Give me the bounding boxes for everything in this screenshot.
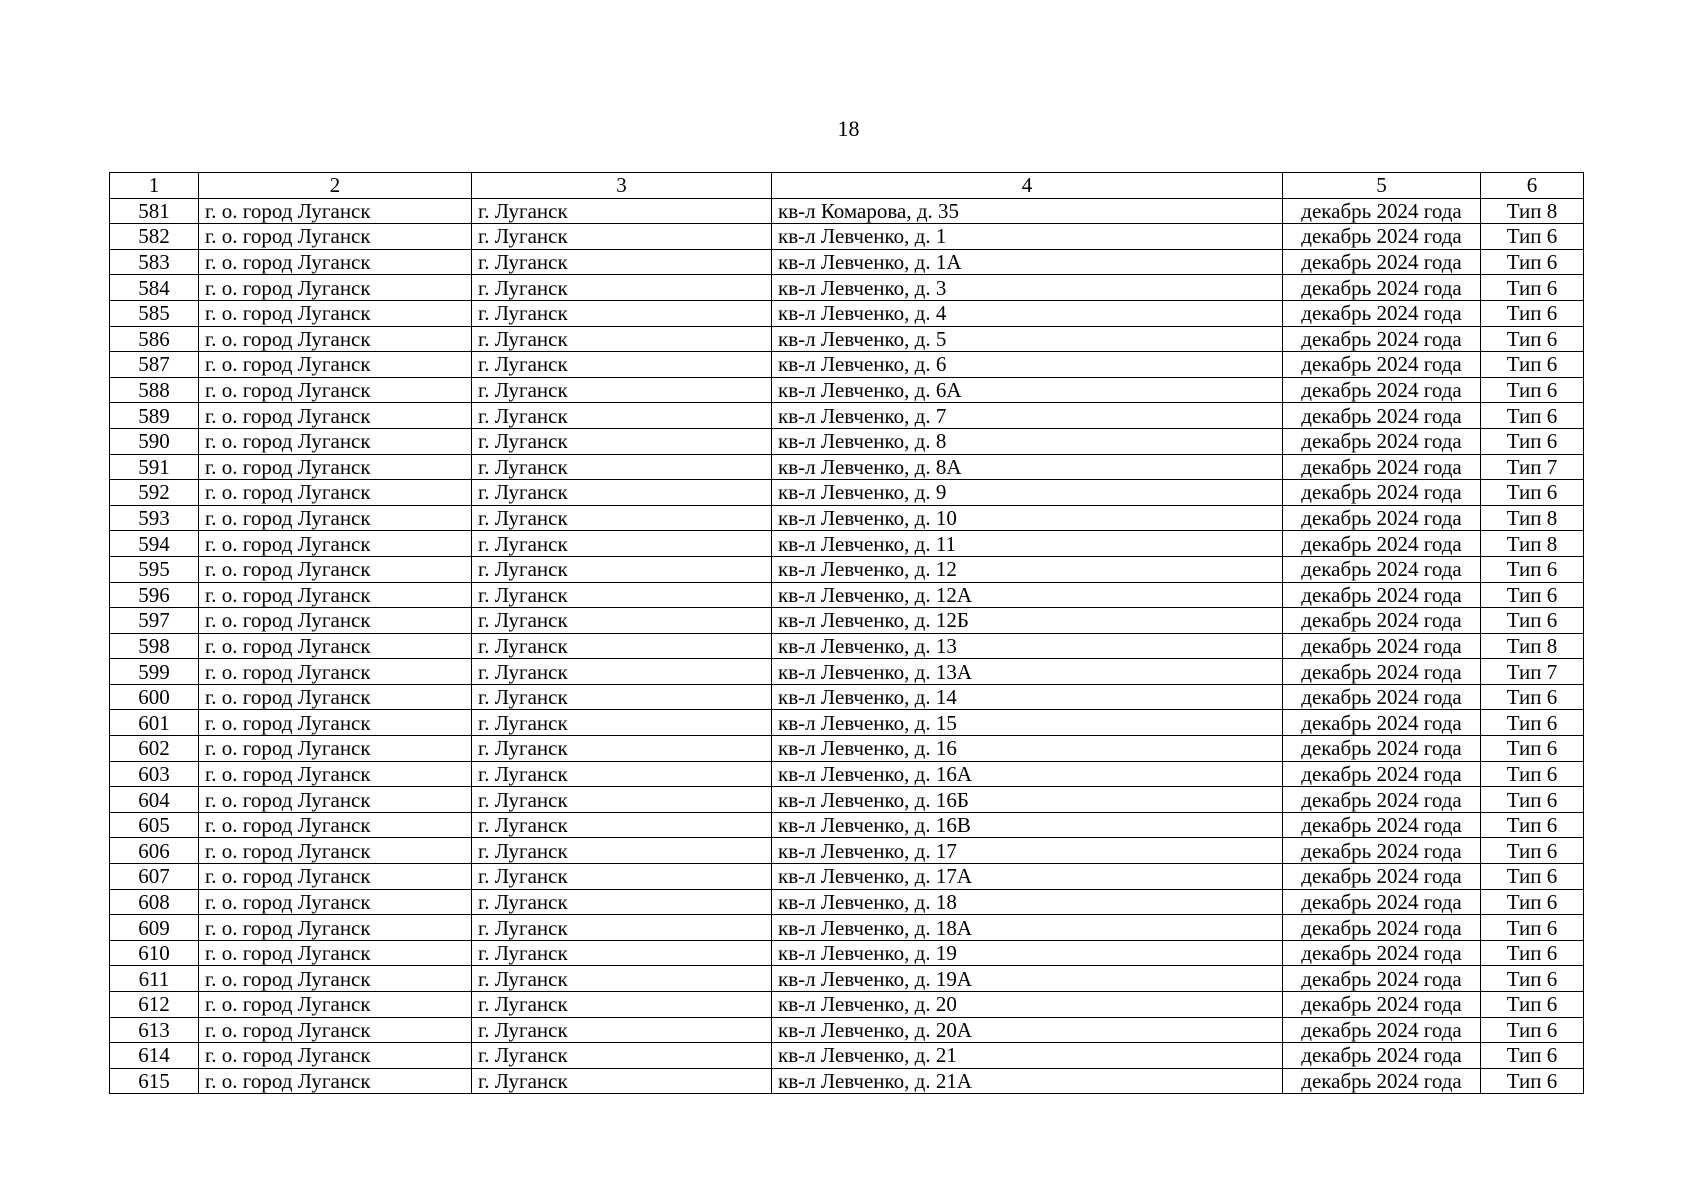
column-header-1: 1 (110, 173, 199, 199)
cell-locality: г. Луганск (472, 531, 772, 557)
cell-row-number: 585 (110, 300, 199, 326)
cell-address: кв-л Левченко, д. 13 (772, 633, 1283, 659)
cell-deadline: декабрь 2024 года (1283, 326, 1481, 352)
table-row (110, 198, 1584, 224)
cell-address: кв-л Левченко, д. 7 (772, 403, 1283, 429)
cell-address: кв-л Левченко, д. 15 (772, 710, 1283, 736)
table-row (110, 505, 1584, 531)
cell-locality: г. Луганск (472, 582, 772, 608)
cell-type: Тип 6 (1481, 1043, 1584, 1069)
cell-deadline: декабрь 2024 года (1283, 966, 1481, 992)
cell-row-number: 611 (110, 966, 199, 992)
cell-row-number: 590 (110, 428, 199, 454)
cell-type: Тип 6 (1481, 812, 1584, 838)
cell-deadline: декабрь 2024 года (1283, 684, 1481, 710)
cell-type: Тип 8 (1481, 198, 1584, 224)
cell-locality: г. Луганск (472, 1043, 772, 1069)
cell-locality: г. Луганск (472, 300, 772, 326)
cell-deadline: декабрь 2024 года (1283, 736, 1481, 762)
cell-address: кв-л Левченко, д. 16 (772, 736, 1283, 762)
cell-deadline: декабрь 2024 года (1283, 249, 1481, 275)
cell-locality: г. Луганск (472, 864, 772, 890)
cell-municipality: г. о. город Луганск (199, 940, 472, 966)
table-row (110, 556, 1584, 582)
cell-type: Тип 6 (1481, 352, 1584, 378)
column-header-5: 5 (1283, 173, 1481, 199)
cell-locality: г. Луганск (472, 403, 772, 429)
table-row (110, 992, 1584, 1018)
cell-locality: г. Луганск (472, 787, 772, 813)
table-row (110, 710, 1584, 736)
cell-municipality: г. о. город Луганск (199, 710, 472, 736)
cell-address: кв-л Левченко, д. 10 (772, 505, 1283, 531)
cell-row-number: 584 (110, 275, 199, 301)
cell-municipality: г. о. город Луганск (199, 249, 472, 275)
cell-deadline: декабрь 2024 года (1283, 556, 1481, 582)
cell-address: кв-л Левченко, д. 19А (772, 966, 1283, 992)
cell-deadline: декабрь 2024 года (1283, 889, 1481, 915)
cell-type: Тип 7 (1481, 454, 1584, 480)
cell-locality: г. Луганск (472, 889, 772, 915)
cell-type: Тип 6 (1481, 940, 1584, 966)
cell-row-number: 588 (110, 377, 199, 403)
cell-deadline: декабрь 2024 года (1283, 659, 1481, 685)
cell-deadline: декабрь 2024 года (1283, 300, 1481, 326)
cell-type: Тип 8 (1481, 505, 1584, 531)
cell-municipality: г. о. город Луганск (199, 992, 472, 1018)
cell-type: Тип 7 (1481, 659, 1584, 685)
cell-deadline: декабрь 2024 года (1283, 454, 1481, 480)
cell-locality: г. Луганск (472, 940, 772, 966)
cell-deadline: декабрь 2024 года (1283, 1043, 1481, 1069)
cell-deadline: декабрь 2024 года (1283, 633, 1481, 659)
table-row (110, 864, 1584, 890)
cell-address: кв-л Комарова, д. 35 (772, 198, 1283, 224)
cell-municipality: г. о. город Луганск (199, 480, 472, 506)
cell-address: кв-л Левченко, д. 12А (772, 582, 1283, 608)
cell-locality: г. Луганск (472, 480, 772, 506)
cell-row-number: 586 (110, 326, 199, 352)
cell-municipality: г. о. город Луганск (199, 659, 472, 685)
cell-type: Тип 6 (1481, 275, 1584, 301)
cell-address: кв-л Левченко, д. 17 (772, 838, 1283, 864)
cell-municipality: г. о. город Луганск (199, 403, 472, 429)
cell-address: кв-л Левченко, д. 6А (772, 377, 1283, 403)
cell-type: Тип 6 (1481, 838, 1584, 864)
cell-address: кв-л Левченко, д. 12 (772, 556, 1283, 582)
table-row (110, 787, 1584, 813)
table-row (110, 582, 1584, 608)
cell-municipality: г. о. город Луганск (199, 608, 472, 634)
table-row (110, 838, 1584, 864)
cell-municipality: г. о. город Луганск (199, 198, 472, 224)
cell-deadline: декабрь 2024 года (1283, 812, 1481, 838)
cell-row-number: 612 (110, 992, 199, 1018)
cell-locality: г. Луганск (472, 608, 772, 634)
cell-row-number: 592 (110, 480, 199, 506)
cell-row-number: 607 (110, 864, 199, 890)
cell-deadline: декабрь 2024 года (1283, 582, 1481, 608)
cell-deadline: декабрь 2024 года (1283, 787, 1481, 813)
cell-deadline: декабрь 2024 года (1283, 992, 1481, 1018)
cell-address: кв-л Левченко, д. 14 (772, 684, 1283, 710)
cell-locality: г. Луганск (472, 352, 772, 378)
cell-locality: г. Луганск (472, 992, 772, 1018)
table-row (110, 761, 1584, 787)
table-row (110, 352, 1584, 378)
table-row (110, 633, 1584, 659)
cell-type: Тип 6 (1481, 608, 1584, 634)
cell-address: кв-л Левченко, д. 17А (772, 864, 1283, 890)
column-header-3: 3 (472, 173, 772, 199)
cell-deadline: декабрь 2024 года (1283, 275, 1481, 301)
cell-municipality: г. о. город Луганск (199, 326, 472, 352)
cell-locality: г. Луганск (472, 838, 772, 864)
table-row (110, 224, 1584, 250)
cell-deadline: декабрь 2024 года (1283, 531, 1481, 557)
cell-locality: г. Луганск (472, 377, 772, 403)
cell-deadline: декабрь 2024 года (1283, 505, 1481, 531)
cell-locality: г. Луганск (472, 633, 772, 659)
cell-row-number: 615 (110, 1068, 199, 1094)
cell-address: кв-л Левченко, д. 6 (772, 352, 1283, 378)
cell-locality: г. Луганск (472, 915, 772, 941)
cell-row-number: 594 (110, 531, 199, 557)
cell-deadline: декабрь 2024 года (1283, 1017, 1481, 1043)
cell-municipality: г. о. город Луганск (199, 889, 472, 915)
cell-type: Тип 6 (1481, 582, 1584, 608)
cell-deadline: декабрь 2024 года (1283, 352, 1481, 378)
cell-locality: г. Луганск (472, 710, 772, 736)
cell-municipality: г. о. город Луганск (199, 505, 472, 531)
cell-municipality: г. о. город Луганск (199, 352, 472, 378)
table-row (110, 608, 1584, 634)
cell-address: кв-л Левченко, д. 19 (772, 940, 1283, 966)
cell-row-number: 600 (110, 684, 199, 710)
cell-row-number: 610 (110, 940, 199, 966)
cell-municipality: г. о. город Луганск (199, 377, 472, 403)
cell-deadline: декабрь 2024 года (1283, 428, 1481, 454)
cell-type: Тип 6 (1481, 224, 1584, 250)
cell-address: кв-л Левченко, д. 16А (772, 761, 1283, 787)
cell-row-number: 591 (110, 454, 199, 480)
cell-deadline: декабрь 2024 года (1283, 864, 1481, 890)
cell-type: Тип 6 (1481, 889, 1584, 915)
table-row (110, 1043, 1584, 1069)
cell-address: кв-л Левченко, д. 20 (772, 992, 1283, 1018)
cell-municipality: г. о. город Луганск (199, 1068, 472, 1094)
table-row (110, 684, 1584, 710)
cell-locality: г. Луганск (472, 326, 772, 352)
table-row (110, 326, 1584, 352)
cell-row-number: 593 (110, 505, 199, 531)
table-row (110, 249, 1584, 275)
cell-row-number: 608 (110, 889, 199, 915)
cell-row-number: 599 (110, 659, 199, 685)
cell-type: Тип 6 (1481, 736, 1584, 762)
cell-locality: г. Луганск (472, 1068, 772, 1094)
cell-type: Тип 6 (1481, 915, 1584, 941)
cell-type: Тип 6 (1481, 710, 1584, 736)
cell-locality: г. Луганск (472, 556, 772, 582)
table-row (110, 454, 1584, 480)
cell-type: Тип 6 (1481, 1017, 1584, 1043)
cell-address: кв-л Левченко, д. 13А (772, 659, 1283, 685)
cell-municipality: г. о. город Луганск (199, 966, 472, 992)
page-number: 18 (837, 116, 860, 141)
cell-locality: г. Луганск (472, 736, 772, 762)
cell-locality: г. Луганск (472, 249, 772, 275)
cell-municipality: г. о. город Луганск (199, 224, 472, 250)
cell-municipality: г. о. город Луганск (199, 761, 472, 787)
cell-municipality: г. о. город Луганск (199, 454, 472, 480)
column-header-4: 4 (772, 173, 1283, 199)
table-row (110, 428, 1584, 454)
table-row (110, 889, 1584, 915)
cell-row-number: 603 (110, 761, 199, 787)
cell-deadline: декабрь 2024 года (1283, 940, 1481, 966)
cell-type: Тип 6 (1481, 403, 1584, 429)
cell-row-number: 596 (110, 582, 199, 608)
cell-address: кв-л Левченко, д. 8А (772, 454, 1283, 480)
cell-locality: г. Луганск (472, 761, 772, 787)
cell-locality: г. Луганск (472, 812, 772, 838)
cell-type: Тип 6 (1481, 326, 1584, 352)
header-row (110, 173, 1584, 199)
cell-row-number: 587 (110, 352, 199, 378)
cell-locality: г. Луганск (472, 505, 772, 531)
cell-address: кв-л Левченко, д. 8 (772, 428, 1283, 454)
cell-type: Тип 6 (1481, 556, 1584, 582)
table-row (110, 403, 1584, 429)
cell-type: Тип 6 (1481, 966, 1584, 992)
cell-address: кв-л Левченко, д. 20А (772, 1017, 1283, 1043)
cell-municipality: г. о. город Луганск (199, 633, 472, 659)
table-row (110, 966, 1584, 992)
cell-municipality: г. о. город Луганск (199, 684, 472, 710)
table-row (110, 812, 1584, 838)
table-row (110, 1068, 1584, 1094)
cell-locality: г. Луганск (472, 454, 772, 480)
cell-municipality: г. о. город Луганск (199, 300, 472, 326)
cell-address: кв-л Левченко, д. 5 (772, 326, 1283, 352)
cell-row-number: 604 (110, 787, 199, 813)
cell-row-number: 589 (110, 403, 199, 429)
cell-type: Тип 6 (1481, 428, 1584, 454)
table-row (110, 915, 1584, 941)
registry-table (109, 172, 1584, 1094)
cell-locality: г. Луганск (472, 428, 772, 454)
cell-municipality: г. о. город Луганск (199, 812, 472, 838)
cell-row-number: 609 (110, 915, 199, 941)
cell-municipality: г. о. город Луганск (199, 838, 472, 864)
cell-type: Тип 8 (1481, 531, 1584, 557)
cell-row-number: 614 (110, 1043, 199, 1069)
cell-address: кв-л Левченко, д. 18А (772, 915, 1283, 941)
cell-address: кв-л Левченко, д. 12Б (772, 608, 1283, 634)
cell-locality: г. Луганск (472, 659, 772, 685)
cell-address: кв-л Левченко, д. 3 (772, 275, 1283, 301)
cell-municipality: г. о. город Луганск (199, 915, 472, 941)
column-header-2: 2 (199, 173, 472, 199)
cell-row-number: 597 (110, 608, 199, 634)
table-row (110, 659, 1584, 685)
cell-municipality: г. о. город Луганск (199, 275, 472, 301)
cell-address: кв-л Левченко, д. 4 (772, 300, 1283, 326)
cell-type: Тип 6 (1481, 992, 1584, 1018)
cell-row-number: 598 (110, 633, 199, 659)
cell-address: кв-л Левченко, д. 21 (772, 1043, 1283, 1069)
cell-locality: г. Луганск (472, 684, 772, 710)
cell-type: Тип 6 (1481, 377, 1584, 403)
table-row (110, 736, 1584, 762)
cell-type: Тип 6 (1481, 684, 1584, 710)
table-row (110, 300, 1584, 326)
cell-address: кв-л Левченко, д. 9 (772, 480, 1283, 506)
cell-address: кв-л Левченко, д. 1 (772, 224, 1283, 250)
cell-municipality: г. о. город Луганск (199, 1043, 472, 1069)
cell-locality: г. Луганск (472, 224, 772, 250)
cell-deadline: декабрь 2024 года (1283, 608, 1481, 634)
cell-type: Тип 6 (1481, 480, 1584, 506)
table-row (110, 377, 1584, 403)
cell-municipality: г. о. город Луганск (199, 428, 472, 454)
table-row (110, 480, 1584, 506)
cell-locality: г. Луганск (472, 275, 772, 301)
table-row (110, 531, 1584, 557)
cell-type: Тип 6 (1481, 787, 1584, 813)
cell-type: Тип 8 (1481, 633, 1584, 659)
cell-deadline: декабрь 2024 года (1283, 915, 1481, 941)
cell-locality: г. Луганск (472, 198, 772, 224)
cell-address: кв-л Левченко, д. 21А (772, 1068, 1283, 1094)
cell-municipality: г. о. город Луганск (199, 582, 472, 608)
cell-row-number: 606 (110, 838, 199, 864)
cell-type: Тип 6 (1481, 761, 1584, 787)
cell-row-number: 581 (110, 198, 199, 224)
cell-deadline: декабрь 2024 года (1283, 198, 1481, 224)
cell-type: Тип 6 (1481, 1068, 1584, 1094)
table-row (110, 1017, 1584, 1043)
cell-municipality: г. о. город Луганск (199, 736, 472, 762)
cell-deadline: декабрь 2024 года (1283, 1068, 1481, 1094)
cell-row-number: 602 (110, 736, 199, 762)
cell-row-number: 582 (110, 224, 199, 250)
cell-deadline: декабрь 2024 года (1283, 480, 1481, 506)
cell-address: кв-л Левченко, д. 16Б (772, 787, 1283, 813)
cell-address: кв-л Левченко, д. 18 (772, 889, 1283, 915)
cell-type: Тип 6 (1481, 300, 1584, 326)
cell-row-number: 583 (110, 249, 199, 275)
cell-deadline: декабрь 2024 года (1283, 224, 1481, 250)
table-body (110, 198, 1584, 1094)
cell-deadline: декабрь 2024 года (1283, 761, 1481, 787)
cell-deadline: декабрь 2024 года (1283, 403, 1481, 429)
cell-municipality: г. о. город Луганск (199, 556, 472, 582)
cell-row-number: 605 (110, 812, 199, 838)
cell-type: Тип 6 (1481, 864, 1584, 890)
cell-locality: г. Луганск (472, 966, 772, 992)
cell-deadline: декабрь 2024 года (1283, 710, 1481, 736)
table-row (110, 940, 1584, 966)
cell-row-number: 601 (110, 710, 199, 736)
column-header-6: 6 (1481, 173, 1584, 199)
cell-municipality: г. о. город Луганск (199, 1017, 472, 1043)
cell-address: кв-л Левченко, д. 16В (772, 812, 1283, 838)
cell-locality: г. Луганск (472, 1017, 772, 1043)
cell-deadline: декабрь 2024 года (1283, 377, 1481, 403)
table-row (110, 275, 1584, 301)
cell-municipality: г. о. город Луганск (199, 787, 472, 813)
table-header (110, 173, 1584, 199)
cell-row-number: 595 (110, 556, 199, 582)
cell-row-number: 613 (110, 1017, 199, 1043)
cell-municipality: г. о. город Луганск (199, 864, 472, 890)
cell-address: кв-л Левченко, д. 1А (772, 249, 1283, 275)
cell-municipality: г. о. город Луганск (199, 531, 472, 557)
cell-deadline: декабрь 2024 года (1283, 838, 1481, 864)
cell-type: Тип 6 (1481, 249, 1584, 275)
cell-address: кв-л Левченко, д. 11 (772, 531, 1283, 557)
